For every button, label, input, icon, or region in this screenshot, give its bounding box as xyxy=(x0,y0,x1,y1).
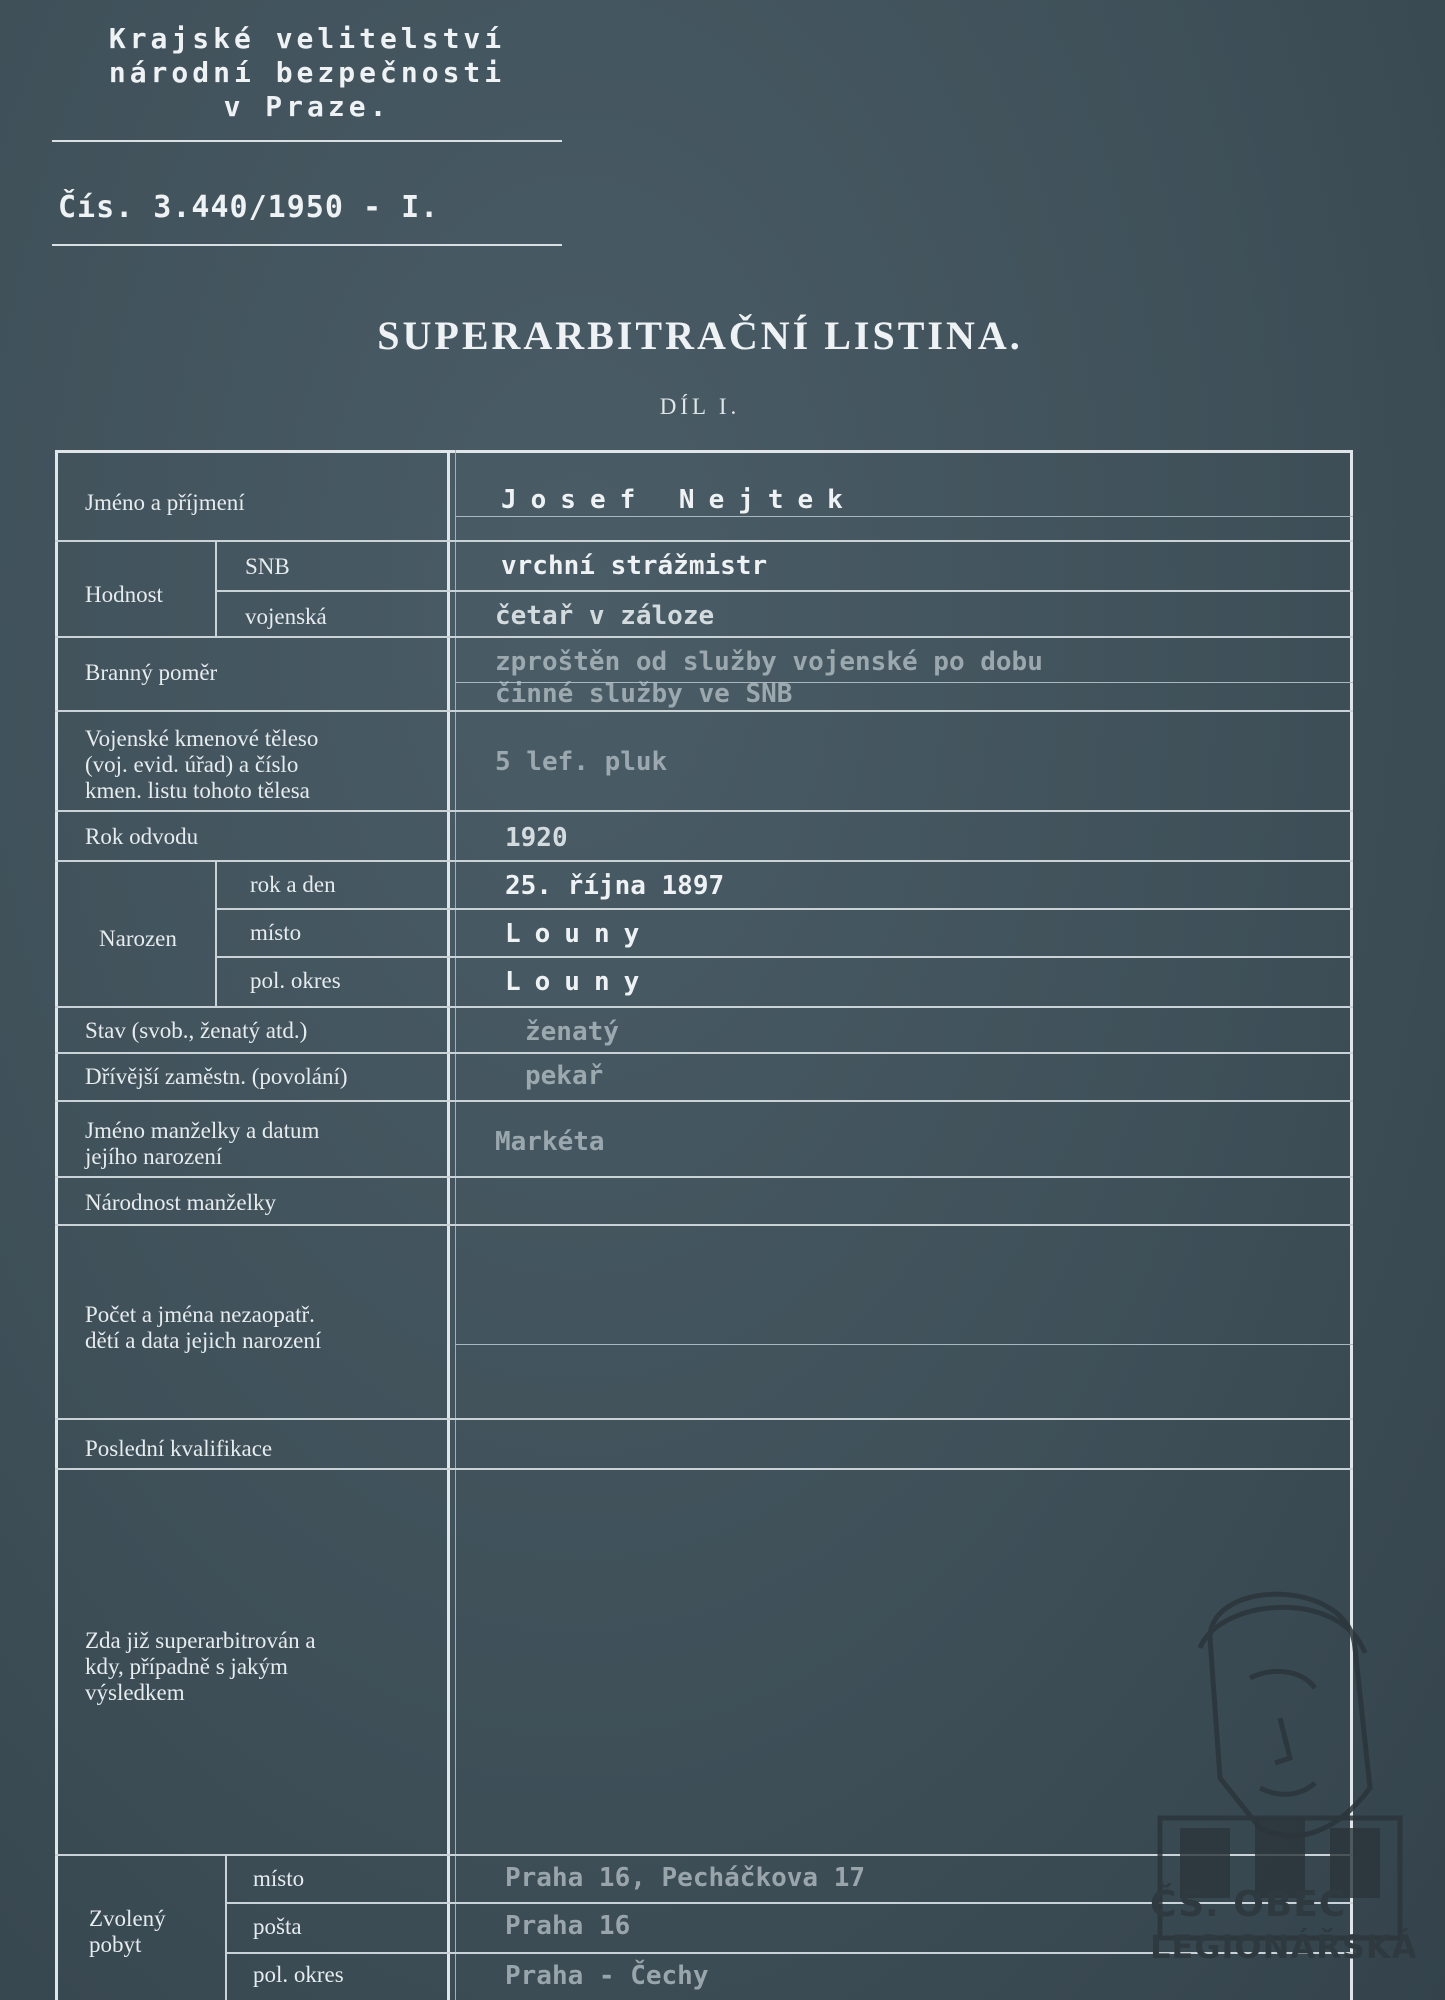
row-rule xyxy=(55,1224,1353,1226)
writing-line xyxy=(455,1344,1353,1345)
authority-line-1: Krajské velitelství xyxy=(108,22,506,55)
row-rule xyxy=(55,1176,1353,1178)
document-title: SUPERARBITRAČNÍ LISTINA. xyxy=(377,313,1023,358)
subcolumn-divider-rank xyxy=(215,540,217,636)
eyebrow xyxy=(1250,1671,1315,1688)
seal-text-line-1: ČS. OBEC xyxy=(1150,1884,1347,1925)
draft-year-label: Rok odvodu xyxy=(85,824,199,849)
born-district-value: Louny xyxy=(505,967,654,997)
qualification-label: Poslední kvalifikace xyxy=(85,1436,273,1461)
row-rule xyxy=(55,1100,1353,1102)
residence-post-label: pošta xyxy=(253,1914,302,1939)
born-date-value: 25. října 1897 xyxy=(505,871,725,901)
unit-label-line-1: Vojenské kmenové těleso xyxy=(85,726,319,751)
born-date-label: rok a den xyxy=(250,872,336,897)
document-part: DÍL I. xyxy=(659,394,741,419)
service-value-line-1: zproštěn od služby vojenské po dobu xyxy=(495,647,1043,677)
authority-line-3: v Praze. xyxy=(223,90,391,123)
born-label: Narozen xyxy=(99,926,177,951)
service-label: Branný poměr xyxy=(85,660,218,685)
marital-value: ženatý xyxy=(525,1017,619,1047)
wife-label-line-2: jejího narození xyxy=(85,1144,223,1169)
mouth xyxy=(1260,1783,1315,1794)
row-rule xyxy=(55,1468,1353,1470)
document-number: Čís. 3.440/1950 - I. xyxy=(58,190,440,225)
residence-district-label: pol. okres xyxy=(253,1962,344,1987)
rank-military-label: vojenská xyxy=(245,604,327,629)
name-label: Jméno a příjmení xyxy=(85,490,245,515)
superarb-label-line-2: kdy, případně s jakým xyxy=(85,1654,288,1679)
born-district-label: pol. okres xyxy=(250,968,341,993)
marital-label: Stav (svob., ženatý atd.) xyxy=(85,1018,308,1043)
children-label-line-2: dětí a data jejich narození xyxy=(85,1328,322,1353)
residence-post-value: Praha 16 xyxy=(505,1911,631,1941)
born-place-label: místo xyxy=(250,920,302,945)
residence-place-label: místo xyxy=(253,1866,305,1891)
subcolumn-divider-born xyxy=(215,860,217,1006)
residence-place-value: Praha 16, Pecháčkova 17 xyxy=(505,1863,866,1893)
occupation-value: pekař xyxy=(525,1061,604,1091)
row-rule xyxy=(55,1052,1353,1054)
header-rule-top xyxy=(52,140,562,142)
row-rule xyxy=(55,1006,1353,1008)
unit-value: 5 lef. pluk xyxy=(495,747,668,777)
nose xyxy=(1275,1718,1290,1763)
rank-military-value: četař v záloze xyxy=(495,601,715,631)
draft-year-value: 1920 xyxy=(505,823,568,853)
service-value-line-2: činné služby ve SNB xyxy=(495,679,793,709)
name-value: Josef Nejtek xyxy=(501,485,857,515)
seal-text-line-2: LEGIONÁŘSKÁ xyxy=(1150,1928,1418,1966)
wife-nationality-label: Národnost manželky xyxy=(85,1190,276,1215)
unit-label-line-3: kmen. listu tohoto tělesa xyxy=(85,778,310,803)
row-rule xyxy=(55,710,1353,712)
rank-label: Hodnost xyxy=(85,582,163,607)
header-rule-bottom xyxy=(52,244,562,246)
rank-snb-value: vrchní strážmistr xyxy=(501,551,768,581)
superarb-label-line-1: Zda již superarbitrován a xyxy=(85,1628,316,1653)
unit-label-line-2: (voj. evid. úřad) a číslo xyxy=(85,752,299,777)
born-place-value: Louny xyxy=(505,919,654,949)
wife-value: Markéta xyxy=(495,1127,605,1157)
residence-district-value: Praha - Čechy xyxy=(505,1961,709,1991)
soldier-head-outline xyxy=(1210,1594,1370,1836)
row-rule xyxy=(55,860,1353,862)
subcolumn-divider-residence xyxy=(225,1854,227,2000)
occupation-label: Dřívější zaměstn. (povolání) xyxy=(85,1064,348,1089)
row-rule xyxy=(215,956,1353,958)
wife-label-line-1: Jméno manželky a datum xyxy=(85,1118,320,1143)
authority-line-2: národní bezpečnosti xyxy=(108,56,506,89)
superarb-label-line-3: výsledkem xyxy=(85,1680,185,1705)
row-rule xyxy=(55,1418,1353,1420)
row-rule xyxy=(215,908,1353,910)
frame-top xyxy=(55,450,1353,453)
rank-snb-label: SNB xyxy=(245,554,290,579)
residence-label-line-1: Zvolený xyxy=(89,1906,166,1931)
issuing-authority xyxy=(52,22,562,124)
residence-label-line-2: pobyt xyxy=(89,1932,142,1957)
row-rule xyxy=(55,810,1353,812)
row-rule xyxy=(215,590,1353,592)
row-rule xyxy=(55,540,1353,542)
writing-line xyxy=(455,516,1353,517)
children-label-line-1: Počet a jména nezaopatř. xyxy=(85,1302,315,1327)
row-rule xyxy=(55,636,1353,638)
